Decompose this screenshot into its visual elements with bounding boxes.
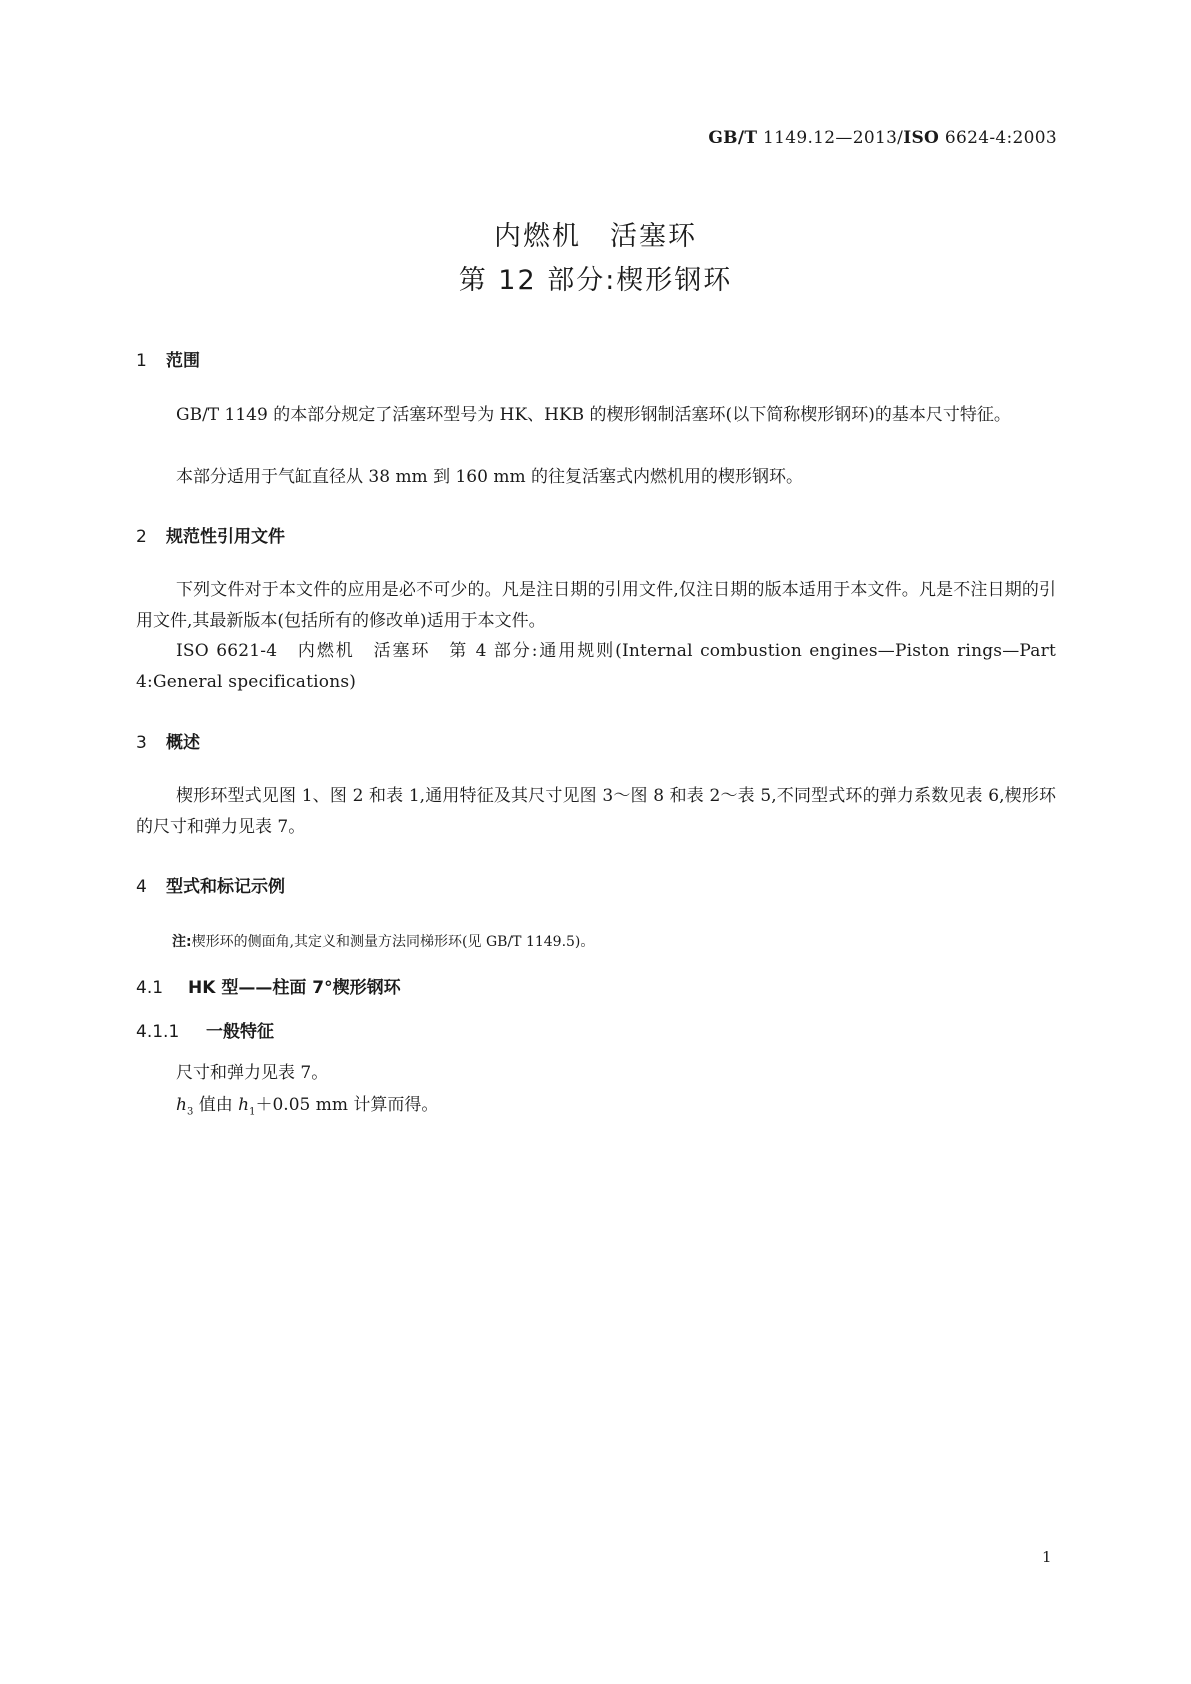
section-4-1-1-formula-line xyxy=(176,1090,438,1117)
section-3-heading xyxy=(136,728,200,753)
section-1-paragraph-1: GB/T 1149 的本部分规定了活塞环型号为 HK、HKB 的楔形钢制活塞环(以下简称楔形钢环)的基本尺寸特征。 xyxy=(176,405,1011,425)
section-4-title: 型式和标记示例 xyxy=(166,877,285,897)
section-4-1-title: HK 型——柱面 7°楔形钢环 xyxy=(188,978,401,998)
section-4-1-1-paragraph-1: 尺寸和弹力见表 7。 xyxy=(176,1063,329,1083)
section-1-heading xyxy=(136,346,200,371)
var-h3: h xyxy=(176,1095,187,1115)
section-1-title: 范围 xyxy=(166,351,200,371)
std-iso: ISO xyxy=(903,128,940,148)
var-h1: h xyxy=(238,1095,250,1115)
std-iso-number: 6624-4:2003 xyxy=(939,128,1057,148)
formula-end-text: ＋0.05 mm 计算而得。 xyxy=(255,1095,439,1115)
section-2-title: 规范性引用文件 xyxy=(166,527,285,547)
title-line-1: 内燃机 活塞环 xyxy=(494,221,697,252)
section-3-title: 概述 xyxy=(166,733,200,753)
section-4-note xyxy=(172,931,594,951)
section-2-paragraph-1: 下列文件对于本文件的应用是必不可少的。凡是注日期的引用文件,仅注日期的版本适用于本文件。凡是不注日期的引用文件,其最新版本(包括所有的修改单)适用于本文件。 xyxy=(136,580,1056,631)
section-4-1-1-title: 一般特征 xyxy=(206,1022,274,1042)
var-h3-subscript: 3 xyxy=(186,1106,194,1118)
section-2-number: 2 xyxy=(136,527,147,547)
section-4-1-1-heading xyxy=(136,1017,274,1042)
page-number: 1 xyxy=(1042,1548,1052,1566)
title-line-2: 第 12 部分:楔形钢环 xyxy=(458,265,733,296)
section-1-number: 1 xyxy=(136,351,147,371)
standard-code xyxy=(708,128,1057,148)
var-h1-subscript: 1 xyxy=(249,1106,256,1118)
std-number: 1149.12—2013/ xyxy=(757,128,904,148)
section-4-1-number: 4.1 xyxy=(136,978,164,998)
note-label: 注: xyxy=(172,934,192,950)
section-1-paragraph-2: 本部分适用于气缸直径从 38 mm 到 160 mm 的往复活塞式内燃机用的楔形钢环。 xyxy=(176,467,803,487)
section-3-paragraph-1: 楔形环型式见图 1、图 2 和表 1,通用特征及其尺寸见图 3～图 8 和表 2～表 5,不同型式环的弹力系数见表 6,楔形环的尺寸和弹力见表 7。 xyxy=(136,786,1056,837)
section-4-number: 4 xyxy=(136,877,147,897)
section-3-number: 3 xyxy=(136,733,147,753)
section-4-1-heading xyxy=(136,973,401,998)
note-text: 楔形环的侧面角,其定义和测量方法同梯形环(见 GB/T 1149.5)。 xyxy=(191,934,595,950)
std-gb: GB/T xyxy=(708,128,758,148)
section-4-1-1-number: 4.1.1 xyxy=(136,1022,180,1042)
normative-reference-iso-6621-4: ISO 6621-4 内燃机 活塞环 第 4 部分:通用规则(Internal combustion engines—Piston rings—Part 4:General specifications) xyxy=(136,641,1056,692)
section-2-heading xyxy=(136,522,285,547)
formula-mid-text: 值由 xyxy=(193,1095,239,1115)
section-4-heading xyxy=(136,872,285,897)
